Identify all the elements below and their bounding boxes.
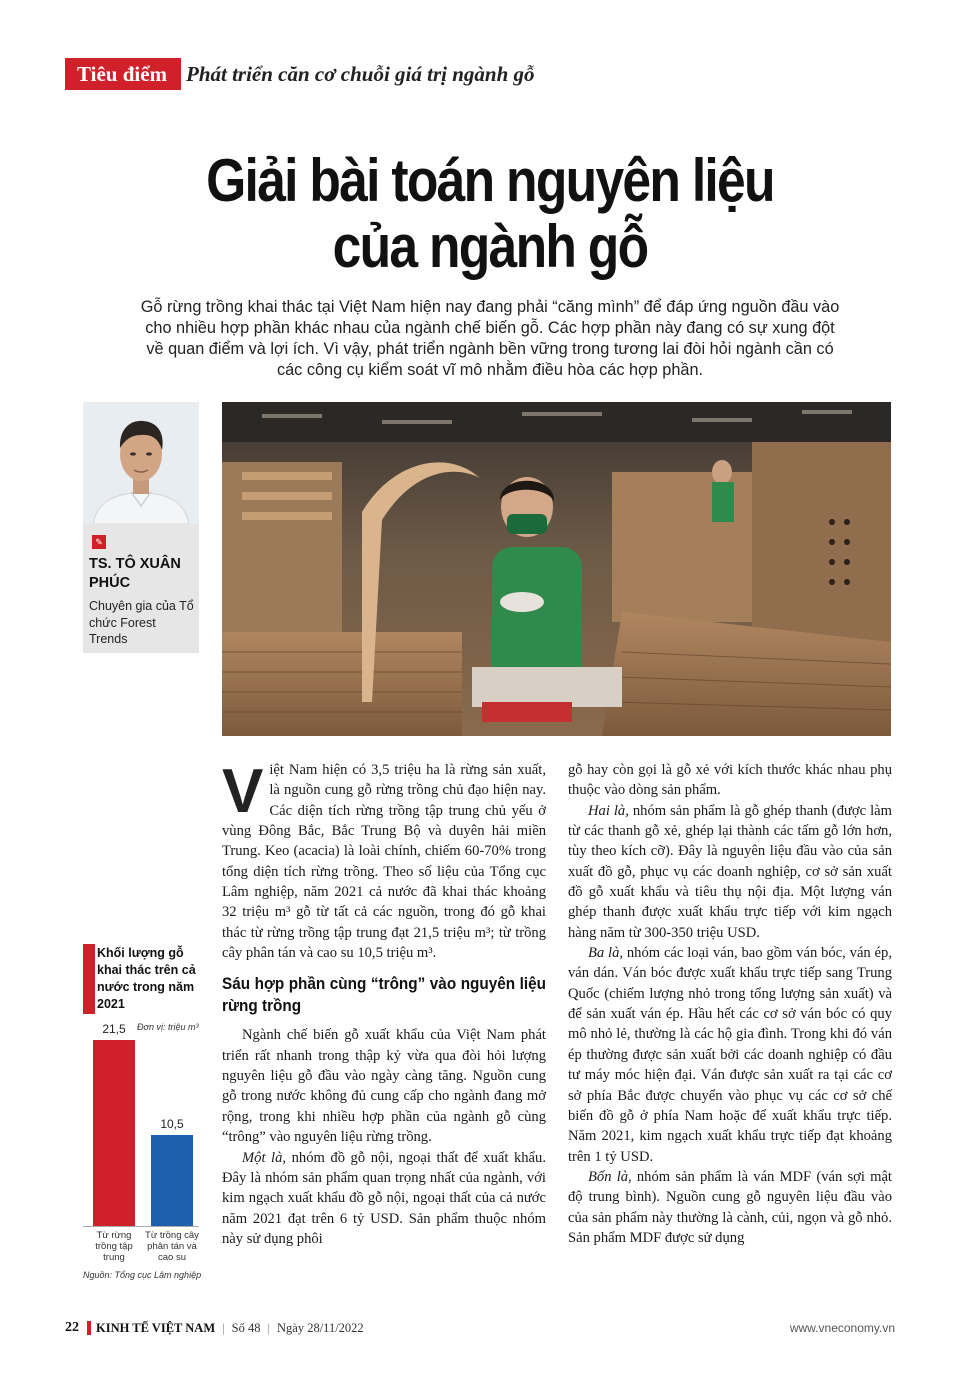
paragraph-6: Ba là, nhóm các loại ván, bao gồm ván bóc, ván ép, ván dán. Ván bóc được xuất khẩu trực tiếp sang Trung Quốc (chiếm lượng nhỏ trong tổng lượng sản xuất) và để sản xuất ván ép. Hầu hết các cơ sở ván bóc có quy mô nhỏ lẻ, thường là các hộ gia đình. Trong khi đó ván ép thường được sản xuất bởi các doanh nghiệp có đầu tư máy móc hiện đại. Ván được sản xuất ra tại các cơ sở phía Bắc được chuyển vào phục vụ các cơ sở chế biến đồ gỗ ở phía Nam hoặc để xuất khẩu trực tiếp. Năm 2021, kim ngạch xuất khẩu trực tiếp đạt khoảng trên 1 tỷ USD.	[568, 945, 892, 1165]
page-footer	[65, 1318, 895, 1338]
website-link[interactable]: www.vneconomy.vn	[789, 1321, 895, 1335]
chart-accent-bar	[83, 944, 95, 1014]
chart-axis	[83, 1226, 199, 1227]
chart-value-label-1: 21,5	[102, 1022, 126, 1036]
section-header	[65, 58, 535, 90]
article-lead: Gỗ rừng trồng khai thác tại Việt Nam hiện nay đang phải “căng mình” để đáp ứng nguồn đầu vào cho nhiều hợp phần khác nhau của ngành chế biến gỗ. Các hợp phần này đang có sự xung đột về quan điểm và lợi ích. Vì vậy, phát triển ngành bền vững trong tương lai đòi hỏi ngành cần có các công cụ kiểm soát vĩ mô nhằm điều hòa các hợp phần.	[140, 298, 840, 379]
author-name: TS. TÔ XUÂN PHÚC	[89, 556, 181, 591]
author-role: Chuyên gia của Tổ chức Forest Trends	[89, 599, 194, 646]
pen-icon: ✎	[92, 535, 106, 549]
paragraph-3: Một là, nhóm đồ gỗ nội, ngoại thất để xuất khẩu. Đây là nhóm sản phẩm quan trọng nhất của ngành, với kim ngạch xuất khẩu đồ gỗ nội, ngoại thất của cả nước năm 2021 đạt trên 6 tỷ USD. Sản phẩm thuộc nhóm này sử dụng phôi	[222, 1149, 546, 1247]
issue-number: Số 48	[231, 1320, 261, 1335]
chart-source: Nguồn: Tổng cục Lâm nghiệp	[83, 1270, 202, 1280]
chart-category-label-1: Từ rừng trồng tập trung	[95, 1230, 133, 1263]
paragraph-1: Việt Nam hiện có 3,5 triệu ha là rừng sản xuất, là nguồn cung gỗ rừng trồng chủ đạo hiện nay. Các diện tích rừng trồng tập trung chủ yếu ở vùng Đông Bắc, Bắc Trung Bộ và duyên hải miền Trung. Keo (acacia) là loài chính, chiếm 60-70% trong tổng diện tích rừng trồng. Theo số liệu của Tổng cục Lâm nghiệp, năm 2021 cả nước đã khai thác khoảng 32 triệu m³ gỗ từ tất cả các nguồn, trong đó gỗ khai thác từ rừng trồng tập trung đạt 21,5 triệu m³; từ trồng cây phân tán và cao su 10,5 triệu m³.	[222, 757, 546, 962]
article-subhead: Sáu hợp phần cùng “trông” vào nguyên liệu rừng trồng	[222, 974, 546, 1016]
paragraph-2: Ngành chế biến gỗ xuất khẩu của Việt Nam phát triển rất nhanh trong thập kỷ vừa qua đòi hỏi lượng nguyên liệu gỗ đầu vào ngày càng tăng. Nguồn cung gỗ trong nước không đủ cung cấp cho ngành đang mở rộng, trong khi nhiều hợp phần của ngành gỗ cùng “trông” vào nguyên liệu rừng trồng.	[222, 1027, 546, 1146]
chart-value-label-2: 10,5	[160, 1117, 184, 1131]
article-column-right	[568, 760, 892, 1248]
paragraph-7: Bốn là, nhóm sản phẩm là ván MDF (ván sợi mật độ trung bình). Nguồn cung gỗ nguyên liệu đầu vào của sản phẩm này thường là cành, củi, ngọn và gỗ nhỏ. Sản phẩm MDF được sử dụng	[568, 1168, 892, 1246]
publication-name: KINH TẾ VIỆT NAM	[96, 1320, 216, 1335]
paragraph-5: Hai là, nhóm sản phẩm là gỗ ghép thanh (được làm từ các thanh gỗ xẻ, ghép lại thành các tấm gỗ lớn hơn, tùy theo kích cỡ). Đây là nguyên liệu đầu vào của sản xuất đồ gỗ, phục vụ các doanh nghiệp, cơ sở sản xuất đồ gỗ xuất khẩu và tiêu thụ nội địa. Một lượng ván ghép thanh được xuất khẩu trực tiếp với kim ngạch hàng năm từ 300-350 triệu USD.	[568, 802, 892, 941]
chart-bar-1	[93, 1040, 135, 1226]
headline-line-2: của ngành gỗ	[332, 213, 648, 280]
issue-date: Ngày 28/11/2022	[277, 1320, 364, 1335]
timber-volume-chart	[83, 944, 202, 1284]
article-headline	[155, 148, 826, 280]
footer-separator: |	[222, 1320, 225, 1335]
article-photo-wood-factory	[222, 402, 891, 736]
page-number: 22	[65, 1320, 79, 1335]
chart-title: Khối lượng gỗ khai thác trên cả nước trong năm 2021	[97, 946, 196, 1011]
article-column-left	[222, 757, 546, 1249]
footer-mark	[87, 1321, 91, 1335]
headline-line-1: Giải bài toán nguyên liệu	[206, 147, 774, 214]
chart-bar-2	[151, 1135, 193, 1226]
paragraph-4: gỗ hay còn gọi là gỗ xẻ với kích thước khác nhau phụ thuộc vào dòng sản phẩm.	[568, 762, 892, 799]
chart-unit: Đơn vị: triệu m³	[137, 1022, 199, 1032]
section-tag: Tiêu điểm	[65, 58, 181, 90]
series-title: Phát triển căn cơ chuỗi giá trị ngành gỗ	[186, 61, 535, 86]
drop-cap: V	[222, 757, 264, 826]
author-photo	[83, 402, 199, 524]
footer-separator: |	[267, 1320, 270, 1335]
chart-category-label-2: Từ trồng cây phân tán và cao su	[145, 1230, 199, 1263]
